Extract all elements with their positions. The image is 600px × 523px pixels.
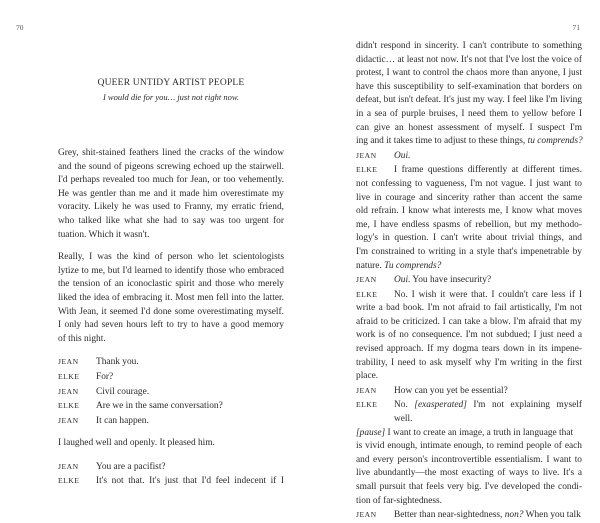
text-line: [356, 260, 582, 274]
dialogue-line: [58, 399, 284, 414]
text-segment: You have insecurity?: [410, 275, 492, 286]
italic-text: [exasperated]: [414, 400, 467, 411]
speech-text: Are we in the same conversation?: [96, 401, 223, 412]
speaker-label: JEAN: [356, 150, 377, 160]
text-segment: nature.: [356, 260, 385, 271]
text-line: is vivid enough, intimate enough, to remind people of each: [356, 441, 582, 452]
text-line: place.: [356, 371, 379, 382]
chapter-title: QUEER UNTIDY ARTIST PEOPLE: [97, 78, 245, 88]
text-line: me, I have endless spasms of rebellion, but my methodo-: [356, 219, 582, 230]
text-line: Really, I was the kind of person who let scientologists: [58, 252, 284, 263]
speaker-label: JEAN: [58, 386, 79, 396]
speech-text: It can happen.: [96, 415, 149, 426]
text-line: didn't respond in sincerity. I can't contribute to something: [356, 41, 582, 51]
speech-text: Oui.: [394, 150, 411, 161]
speech-text: You are a pacifist?: [96, 461, 166, 472]
dialogue-line: [58, 414, 284, 429]
speech-text: Thank you.: [96, 357, 139, 368]
speech-text: It's not that. It's just that I'd feel indecent if I: [96, 476, 284, 487]
text-segment: I'm not explaining myself well.: [394, 400, 582, 425]
dialogue-line: [356, 508, 582, 523]
dialogue-line: [356, 398, 582, 426]
speaker-label: JEAN: [58, 461, 79, 471]
speech-text: [394, 399, 582, 426]
text-line: liked the idea of embracing it. Most men fell into the latter.: [58, 292, 284, 303]
text-line: afraid to be criticized. I can take a blow. I'm afraid that my: [356, 316, 582, 327]
speaker-label: ELKE: [356, 165, 378, 175]
speech-text: I frame questions differently at different times.: [394, 165, 582, 176]
text-line: can give an honest assessment of myself. I suspect I'm: [356, 122, 582, 133]
dialogue-line: [58, 460, 284, 475]
dialogue-line: [356, 273, 582, 288]
dialogue-block-1: [58, 355, 284, 428]
text-line: With Jean, it seemed I'd done some overestimating myself.: [58, 306, 284, 317]
text-line: didactic… at least not now. It's not that I've lost the voice of: [356, 54, 582, 65]
right-page: [300, 0, 600, 521]
text-line: and every person's incontrovertible essentialism. I want to: [356, 454, 582, 465]
text-line: [356, 427, 582, 441]
speaker-label: JEAN: [58, 357, 79, 367]
text-line: revised approach. If my dogma tears down in its impene-: [356, 344, 582, 355]
text-line: voracity. Likely he was used to Franny, my erratic friend,: [58, 202, 284, 213]
text-segment: When you talk: [523, 510, 581, 521]
speaker-label: ELKE: [58, 401, 80, 411]
speaker-label: ELKE: [58, 371, 80, 381]
left-page: [0, 0, 300, 487]
page-number-right: 71: [572, 23, 580, 32]
italic-text: non?: [504, 510, 524, 521]
left-text-body: [58, 147, 284, 498]
dialogue-line: [356, 384, 582, 399]
paragraph-2: [58, 251, 284, 346]
text-line: and the sound of pigeons screwing echoed up the stairwell.: [58, 161, 284, 172]
text-line: not confessing to vagueness, I'm not vague. I just want to: [356, 178, 582, 189]
text-line: I only had seven hours left to try to have a good memory: [58, 320, 284, 331]
epigraph: I would die for you… just not right now.: [102, 92, 240, 102]
right-text-body: [356, 40, 582, 523]
speech-text: [394, 274, 582, 288]
text-line: have this susceptibility to self-examination that borders on: [356, 81, 582, 92]
text-line: I laughed well and openly. It pleased him.: [58, 438, 215, 449]
text-segment: No.: [394, 400, 415, 411]
speech-text: How can you yet be essential?: [394, 385, 508, 396]
text-line: of this night.: [58, 333, 106, 344]
text-line: in a sea of purple bruises, I need them to yellow before I: [356, 108, 582, 119]
speaker-label: JEAN: [356, 275, 377, 285]
text-line: write a bad book. I'm not afraid to fail artistically, I'm not: [356, 303, 582, 314]
text-line: work is of no consequence. I'm not subdued; I just need a: [356, 330, 582, 341]
speech-text: Civil courage.: [96, 386, 150, 397]
text-line: protest, I want to control the chaos more than anyone, I just: [356, 68, 582, 79]
text-line: trability, I need to ask myself why I'm writing in the first: [356, 357, 582, 368]
text-line: I'd perhaps revealed too much for Jean, or too vehemently.: [58, 175, 284, 186]
speaker-label: JEAN: [356, 385, 377, 395]
text-line: live abundantly—the most exacting of ways to live. It's a: [356, 468, 582, 479]
paragraph-1: [58, 147, 284, 242]
text-line: lytize to me, but I'd learned to identify those who embraced: [58, 265, 284, 276]
speech-text: [394, 509, 582, 523]
page-number-left: 70: [16, 23, 24, 32]
text-line: Grey, shit-stained feathers lined the cracks of the window: [58, 148, 284, 158]
italic-text: Oui.: [394, 275, 411, 286]
dialogue-line: [58, 370, 284, 385]
dialogue-block-2: [58, 460, 284, 489]
italic-text: Tu comprends?: [384, 260, 442, 271]
text-line: the tension of an iconoclastic spirit and those who merely: [58, 279, 284, 290]
text-line: tuation. Which it wasn't.: [58, 229, 150, 240]
dialogue-line: [356, 288, 582, 303]
text-line: defeat, but isn't defeat. It's just my way. I feel like I'm living: [356, 95, 582, 106]
speech-text: For?: [96, 371, 114, 382]
text-line: [356, 135, 582, 149]
text-line: small pursuit that feels very big. I've developed the condi-: [356, 482, 582, 492]
text-line: who talked like what she had to say was too urgent for: [58, 215, 284, 226]
paragraph-3: [58, 437, 284, 451]
text-segment: Better than near-sightedness,: [394, 510, 505, 521]
dialogue-line: [58, 385, 284, 400]
text-line: logy's in question. I can't write about trivial things, and: [356, 233, 582, 244]
dialogue-line: [58, 474, 284, 489]
italic-text: [pause]: [356, 427, 386, 438]
dialogue-line: [356, 149, 582, 164]
text-segment: ing and it takes time to adjust to these things,: [356, 136, 528, 147]
text-line: tion of far-sightedness.: [356, 495, 442, 506]
text-line: live in courage and sincerity rather than accent the same: [356, 192, 582, 203]
text-line: He was gentler than me and it made him overestimate my: [58, 188, 284, 199]
italic-text: tu comprends?: [527, 136, 583, 147]
dialogue-line: [356, 163, 582, 178]
speaker-label: JEAN: [58, 415, 79, 425]
text-line: I'm constrained to writing in a style that's impenetrable by: [356, 246, 582, 257]
speech-text: No. I wish it were that. I couldn't care less if I: [394, 289, 582, 300]
text-segment: I want to create an image, a truth in language that: [385, 427, 574, 438]
text-line: old refrain. I know what interests me, I know what moves: [356, 206, 582, 217]
speaker-label: ELKE: [58, 476, 80, 486]
dialogue-line: [58, 355, 284, 370]
speaker-label: ELKE: [356, 400, 378, 410]
speaker-label: ELKE: [356, 289, 378, 299]
speaker-label: JEAN: [356, 510, 377, 520]
